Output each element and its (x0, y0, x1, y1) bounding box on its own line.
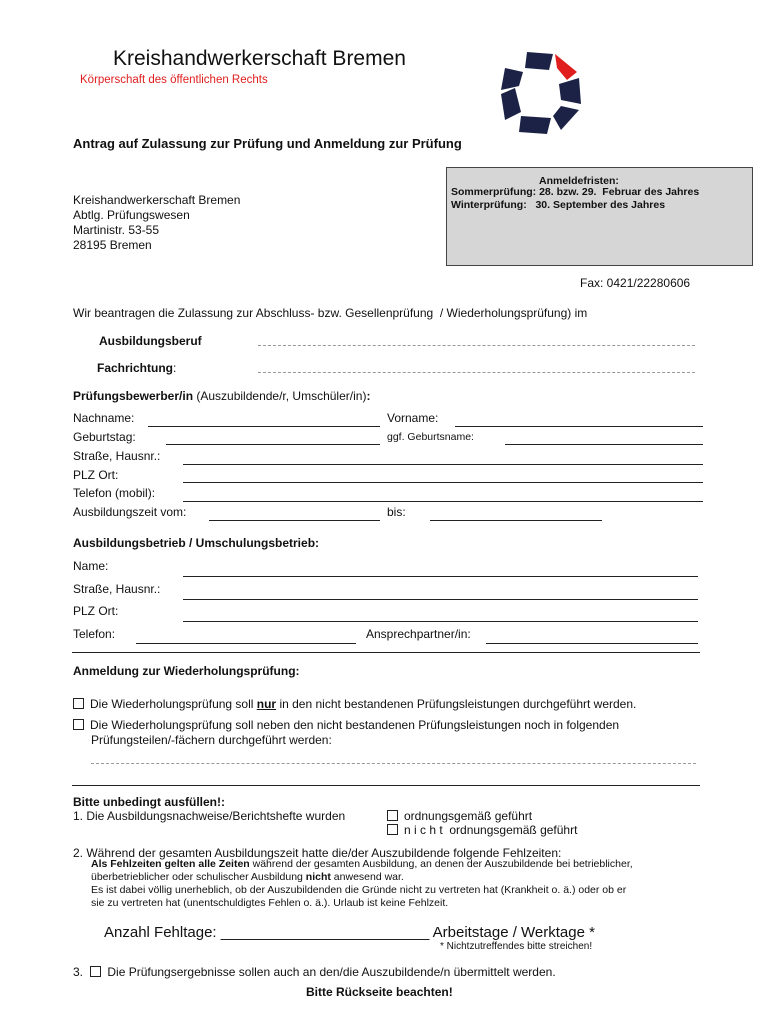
checkbox-icon[interactable] (387, 810, 398, 821)
item2-bold-1: Als Fehlzeiten gelten alle Zeiten (91, 858, 250, 870)
item2-line1 (91, 858, 633, 870)
fachrichtung-field[interactable] (258, 372, 695, 373)
repeat-heading: Anmeldung zur Wiederholungsprüfung: (73, 664, 300, 678)
item2-text: 2. Während der gesamten Ausbildungszeit hatte die/der Auszubildende folgende Fehlzeiten: (73, 846, 562, 860)
fehltage-unit: Arbeitstage / Werktage * (429, 924, 595, 941)
item3-row[interactable] (73, 965, 556, 979)
company-telefon-field[interactable] (136, 643, 356, 644)
item1-option-1[interactable] (387, 809, 532, 823)
footer-note: Bitte Rückseite beachten! (306, 985, 453, 999)
repeat-option-1-text-b: in den nicht bestandenen Prüfungsleistungen durchgeführt werden. (276, 697, 637, 711)
geburtstag-label: Geburtstag: (73, 430, 136, 444)
fehltage-label: Anzahl Fehltage: (104, 924, 221, 941)
item3-number: 3. (73, 965, 84, 979)
item2-line3: Es ist dabei völlig unerheblich, ob der Auszubildenden die Gründe nicht zu vertreten hat (Krankheit o. ä.) oder ob er (91, 884, 627, 896)
item2-text-2b: anwesend war. (330, 871, 404, 883)
repeat-option-2[interactable] (73, 718, 619, 732)
item2-bold-2: nicht (305, 871, 331, 883)
item1-option-2[interactable] (387, 823, 577, 837)
telefon-mobil-label: Telefon (mobil): (73, 486, 156, 500)
fill-heading: Bitte unbedingt ausfüllen!: (73, 795, 225, 809)
ausbildungszeit-von-field[interactable] (209, 520, 380, 521)
ausbildungszeit-bis-field[interactable] (430, 520, 602, 521)
checkbox-icon[interactable] (73, 719, 84, 730)
applicant-heading (73, 389, 370, 403)
plz-ort-label: PLZ Ort: (73, 468, 119, 482)
company-plz-label: PLZ Ort: (73, 604, 119, 618)
repeat-option-1-text-a: Die Wiederholungsprüfung soll (90, 697, 257, 711)
fachrichtung-label (97, 361, 176, 375)
ausbildungsberuf-field[interactable] (258, 345, 695, 346)
company-heading: Ausbildungsbetrieb / Umschulungsbetrieb: (73, 536, 320, 550)
company-strasse-field[interactable] (183, 599, 698, 600)
nachname-field[interactable] (148, 426, 380, 427)
repeat-option-1[interactable] (73, 697, 636, 711)
section-divider (72, 785, 700, 786)
intro-text: Wir beantragen die Zulassung zur Abschluss- bzw. Gesellenprüfung / Wiederholungsprüfung) im (73, 306, 588, 320)
item3-text: Die Prüfungsergebnisse sollen auch an den/die Auszubildende/n übermittelt werden. (107, 965, 556, 979)
org-subtitle: Körperschaft des öffentlichen Rechts (80, 74, 268, 86)
vorname-label: Vorname: (387, 411, 439, 425)
document-title: Antrag auf Zulassung zur Prüfung und Anmeldung zur Prüfung (73, 136, 462, 151)
repeat-option-2-line2: Prüfungsteilen/-fächern durchgeführt werden: (91, 733, 332, 747)
checkbox-icon[interactable] (73, 698, 84, 709)
geburtsname-label: ggf. Geburtsname: (387, 431, 474, 443)
address-line: Abtlg. Prüfungswesen (73, 208, 190, 222)
repeat-option-1-nur: nur (256, 697, 277, 711)
geburtsname-field[interactable] (505, 444, 703, 445)
company-name-label: Name: (73, 559, 109, 573)
plz-ort-field[interactable] (183, 482, 703, 483)
repeat-subjects-field[interactable] (91, 763, 696, 764)
applicant-heading-colon: : (366, 389, 371, 403)
strasse-field[interactable] (183, 464, 703, 465)
bis-label: bis: (387, 505, 406, 519)
deadlines-title: Anmeldefristen: (539, 175, 619, 187)
address-block (73, 193, 240, 253)
item1-option-2-label: n i c h t ordnungsgemäß geführt (404, 823, 578, 837)
strasse-label: Straße, Hausnr.: (73, 449, 161, 463)
item1-text: 1. Die Ausbildungsnachweise/Berichtshefte wurden (73, 809, 346, 823)
applicant-heading-bold: Prüfungsbewerber/in (73, 389, 194, 403)
applicant-heading-rest: (Auszubildende/r, Umschüler/in) (193, 389, 367, 403)
item2-text-2a: überbetrieblicher oder schulischer Ausbildung (91, 871, 306, 883)
company-plz-field[interactable] (183, 621, 698, 622)
deadline-winter: Winterprüfung: 30. September des Jahres (451, 199, 666, 211)
address-line: Kreishandwerkerschaft Bremen (73, 193, 241, 207)
telefon-mobil-field[interactable] (183, 501, 703, 502)
footnote: * Nichtzutreffendes bitte streichen! (440, 941, 593, 952)
deadlines-box (446, 167, 753, 266)
ansprechpartner-label: Ansprechpartner/in: (366, 627, 471, 641)
company-telefon-label: Telefon: (73, 627, 116, 641)
checkbox-icon[interactable] (90, 966, 101, 977)
item1-option-1-label: ordnungsgemäß geführt (404, 809, 533, 823)
address-line: Martinistr. 53-55 (73, 223, 160, 237)
nachname-label: Nachname: (73, 411, 135, 425)
company-strasse-label: Straße, Hausnr.: (73, 582, 161, 596)
kreishandwerkerschaft-logo-icon (497, 48, 583, 136)
geburtstag-field[interactable] (166, 444, 380, 445)
address-line: 28195 Bremen (73, 238, 152, 252)
deadline-summer: Sommerprüfung: 28. bzw. 29. Februar des Jahres (451, 186, 700, 198)
item2-line2 (91, 871, 404, 883)
fax-number: Fax: 0421/22280606 (580, 276, 691, 290)
company-name-field[interactable] (183, 576, 698, 577)
org-name: Kreishandwerkerschaft Bremen (113, 47, 406, 70)
fachrichtung-text: Fachrichtung (97, 361, 174, 375)
fachrichtung-colon: : (173, 361, 177, 375)
fehltage-field[interactable]: _________________________ (220, 924, 430, 941)
ansprechpartner-field[interactable] (486, 643, 698, 644)
item2-text-1: während der gesamten Ausbildung, an denen der Auszubildende bei betrieblicher, (249, 858, 633, 870)
item2-line4: sie zu vertreten hat (unentschuldigtes Fehlen o. ä.). Urlaub ist keine Fehlzeit. (91, 897, 449, 909)
checkbox-icon[interactable] (387, 824, 398, 835)
section-divider (72, 652, 700, 653)
fehltage-row (104, 924, 595, 941)
vorname-field[interactable] (455, 426, 703, 427)
ausbildungsberuf-label: Ausbildungsberuf (99, 334, 202, 348)
ausbildungszeit-label: Ausbildungszeit vom: (73, 505, 187, 519)
repeat-option-2-line1: Die Wiederholungsprüfung soll neben den nicht bestandenen Prüfungsleistungen noch in folgenden (90, 718, 620, 732)
